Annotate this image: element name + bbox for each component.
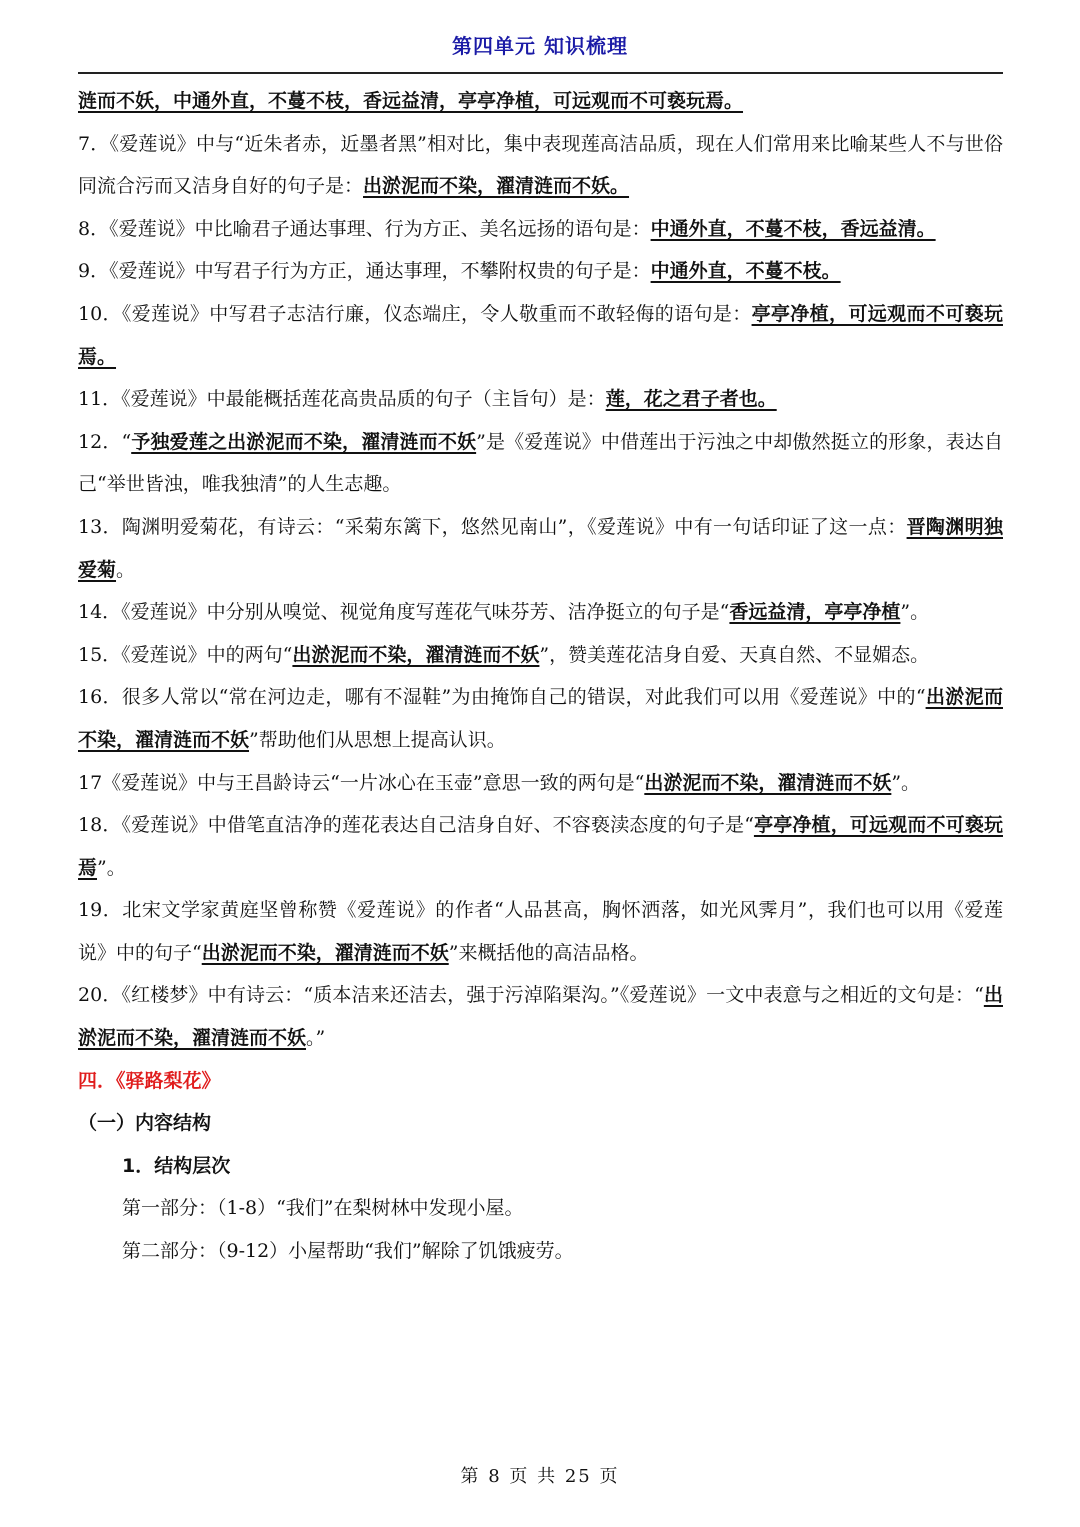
answer-text: 中通外直，不蔓不枝，香远益清。	[650, 217, 936, 240]
answer-text: 予独爱莲之出淤泥而不染，濯清涟而不妖	[131, 430, 477, 453]
list-item: 20．《红楼梦》中有诗云：“质本洁来还洁去，强于污淖陷渠沟。”《爱莲说》一文中表意与之相近的文句是：“出淤泥而不染，濯清涟而不妖。”	[78, 984, 1003, 1050]
page-header-title: 第四单元 知识梳理	[452, 34, 628, 58]
answer-text: 出淤泥而不染，濯清涟而不妖	[78, 984, 1003, 1050]
document-content	[78, 80, 1003, 1273]
answer-text: 出淤泥而不染，濯清涟而不妖。	[363, 175, 630, 198]
structure-line: 第一部分：（1-8）“我们”在梨树林中发现小屋。	[122, 1197, 524, 1220]
list-item: 19．北宋文学家黄庭坚曾称赞《爱莲说》的作者“人品甚高，胸怀洒落，如光风霁月”，我们也可以用《爱莲说》中的句子“出淤泥而不染，濯清涟而不妖”来概括他的高洁品格。	[78, 899, 1003, 964]
answer-text: 出淤泥而不染，濯清涟而不妖	[78, 686, 1003, 751]
list-item: 10．《爱莲说》中写君子志洁行廉，仪态端庄，令人敬重而不敢轻侮的语句是：亭亭净植，可远观而不可亵玩焉。	[78, 302, 1003, 368]
answer-text: 出淤泥而不染，濯清涟而不妖	[292, 643, 540, 666]
list-item: 14．《爱莲说》中分别从嗅觉、视觉角度写莲花气味芬芳、洁净挺立的句子是“香远益清，亭亭净植”。	[78, 601, 930, 624]
subsubsection-title: 1．结构层次	[122, 1154, 231, 1177]
list-item: 9．《爱莲说》中写君子行为方正，通达事理，不攀附权贵的句子是：中通外直，不蔓不枝。	[78, 260, 841, 283]
list-item: 16．很多人常以“常在河边走，哪有不湿鞋”为由掩饰自己的错误，对此我们可以用《爱莲说》中的“出淤泥而不染，濯清涟而不妖”帮助他们从思想上提高认识。	[78, 686, 1003, 751]
answer-text: 出淤泥而不染，濯清涟而不妖	[201, 941, 449, 964]
answer-text: 出淤泥而不染，濯清涟而不妖	[644, 771, 892, 794]
section-title: 四．《驿路梨花》	[78, 1069, 221, 1092]
answer-text: 晋陶渊明独爱菊	[78, 515, 1003, 581]
list-item: 8．《爱莲说》中比喻君子通达事理、行为方正、美名远扬的语句是：中通外直，不蔓不枝，香远益清。	[78, 217, 936, 240]
structure-line: 第二部分：（9-12）小屋帮助“我们”解除了饥饿疲劳。	[122, 1240, 574, 1263]
answer-text: 中通外直，不蔓不枝。	[650, 260, 841, 283]
answer-text: 涟而不妖，中通外直，不蔓不枝，香远益清，亭亭净植，可远观而不可亵玩焉。	[78, 90, 744, 112]
list-item: 7．《爱莲说》中与“近朱者赤，近墨者黑”相对比，集中表现莲高洁品质，现在人们常用来比喻某些人不与世俗同流合污而又洁身自好的句子是：出淤泥而不染，濯清涟而不妖。	[78, 132, 1003, 198]
list-item: 12．“予独爱莲之出淤泥而不染，濯清涟而不妖”是《爱莲说》中借莲出于污浊之中却傲然挺立的形象，表达自己“举世皆浊，唯我独清”的人生志趣。	[78, 430, 1003, 496]
answer-text: 香远益清，亭亭净植	[729, 601, 901, 624]
list-item: 18．《爱莲说》中借笔直洁净的莲花表达自己洁身自好、不容亵渎态度的句子是“亭亭净植，可远观而不可亵玩焉”。	[78, 814, 1003, 879]
header-divider	[78, 72, 1003, 74]
answer-text: 亭亭净植，可远观而不可亵玩焉	[78, 814, 1003, 879]
page-number: 第 8 页 共 25 页	[460, 1466, 620, 1487]
list-item: 15．《爱莲说》中的两句“出淤泥而不染，濯清涟而不妖”，赞美莲花洁身自爱、天真自然、不显媚态。	[78, 643, 930, 666]
answer-text: 亭亭净植，可远观而不可亵玩焉。	[78, 302, 1003, 368]
answer-text: 莲，花之君子者也。	[605, 388, 777, 411]
list-item: 13．陶渊明爱菊花，有诗云：“采菊东篱下，悠然见南山”，《爱莲说》中有一句话印证了这一点：晋陶渊明独爱菊。	[78, 515, 1003, 581]
list-item: 11．《爱莲说》中最能概括莲花高贵品质的句子（主旨句）是：莲，花之君子者也。	[78, 388, 777, 411]
list-item	[78, 80, 1003, 123]
subsection-title: （一）内容结构	[78, 1112, 212, 1135]
list-item: 17《爱莲说》中与王昌龄诗云“一片冰心在玉壶”意思一致的两句是“出淤泥而不染，濯清涟而不妖”。	[78, 771, 921, 794]
